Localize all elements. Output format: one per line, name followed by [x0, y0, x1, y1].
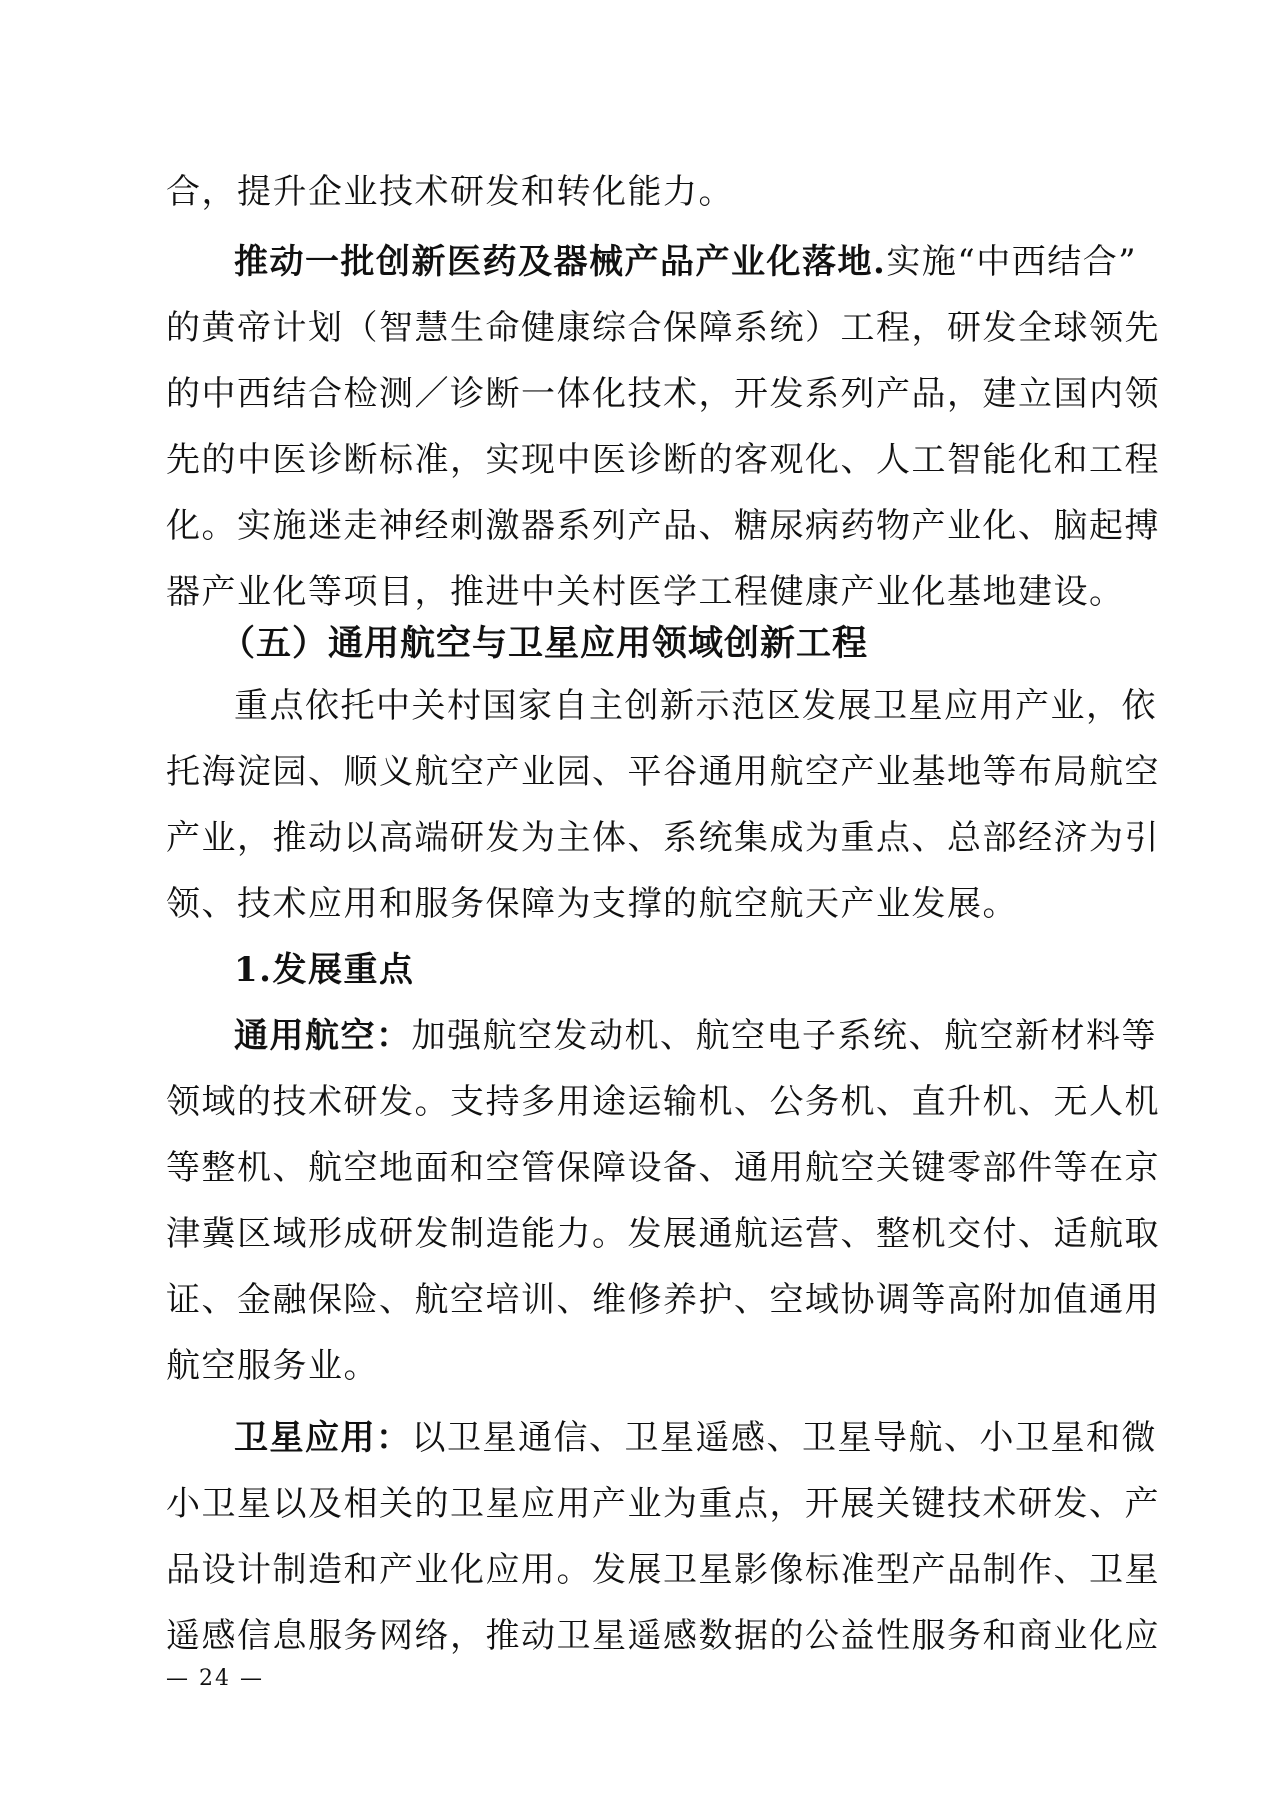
line-17-text: 津冀区域形成研发制造能力。发展通航运营、整机交付、适航取	[166, 1214, 1160, 1254]
general-aviation-label: 通用航空：	[234, 1016, 412, 1056]
line-15-text: 领域的技术研发。支持多用途运输机、公务机、直升机、无人机	[166, 1082, 1160, 1122]
section-heading-text: （五）通用航空与卫星应用领域创新工程	[220, 624, 869, 664]
text-line-11	[166, 818, 1160, 858]
text-line-12	[166, 884, 1018, 924]
line-11-text: 产业，推动以高端研发为主体、系统集成为重点、总部经济为引	[166, 818, 1160, 858]
text-line-15	[166, 1082, 1160, 1122]
text-line-21	[166, 1484, 1160, 1524]
line-14-text: 加强航空发动机、航空电子系统、航空新材料等	[411, 1016, 1157, 1056]
text-line-18	[166, 1280, 1160, 1320]
text-line-23	[166, 1616, 1160, 1656]
line-21-text: 小卫星以及相关的卫星应用产业为重点，开展关键技术研发、产	[166, 1484, 1160, 1524]
text-line-4	[166, 374, 1160, 414]
line-9-text: 重点依托中关村国家自主创新示范区发展卫星应用产业，依	[234, 686, 1157, 726]
line-23-text: 遥感信息服务网络，推动卫星遥感数据的公益性服务和商业化应	[166, 1616, 1160, 1656]
line-22-text: 品设计制造和产业化应用。发展卫星影像标准型产品制作、卫星	[166, 1550, 1160, 1590]
text-line-14	[234, 1016, 1157, 1056]
subsection-heading-text: 1.发展重点	[234, 950, 415, 990]
line-7-text: 器产业化等项目，推进中关村医学工程健康产业化基地建设。	[166, 572, 1125, 612]
line-1-text: 合，提升企业技术研发和转化能力。	[166, 172, 734, 212]
subsection-heading	[234, 950, 415, 990]
text-line-20	[234, 1418, 1157, 1458]
page-number: — 24 —	[166, 1666, 264, 1691]
line-6-text: 化。实施迷走神经刺激器系列产品、糖尿病药物产业化、脑起搏	[166, 506, 1160, 546]
text-line-17	[166, 1214, 1160, 1254]
line-12-text: 领、技术应用和服务保障为支撑的航空航天产业发展。	[166, 884, 1018, 924]
text-line-6	[166, 506, 1160, 546]
text-line-9	[234, 686, 1157, 726]
satellite-application-label: 卫星应用：	[234, 1418, 412, 1458]
line-10-text: 托海淀园、顺义航空产业园、平谷通用航空产业基地等布局航空	[166, 752, 1160, 792]
line-2-text: 实施“中西结合”	[886, 242, 1138, 282]
text-line-16	[166, 1148, 1160, 1188]
line-3-text: 的黄帝计划（智慧生命健康综合保障系统）工程，研发全球领先	[166, 308, 1160, 348]
text-line-2	[234, 242, 1137, 282]
section-heading	[220, 624, 868, 664]
text-line-3	[166, 308, 1160, 348]
text-line-19	[166, 1346, 379, 1386]
line-19-text: 航空服务业。	[166, 1346, 379, 1386]
text-line-22	[166, 1550, 1160, 1590]
text-line-1	[166, 172, 734, 212]
text-line-7	[166, 572, 1125, 612]
text-line-5	[166, 440, 1160, 480]
line-20-text: 以卫星通信、卫星遥感、卫星导航、小卫星和微	[411, 1418, 1157, 1458]
text-line-10	[166, 752, 1160, 792]
line-5-text: 先的中医诊断标准，实现中医诊断的客观化、人工智能化和工程	[166, 440, 1160, 480]
paragraph-lead-heading: 推动一批创新医药及器械产品产业化落地.	[234, 242, 887, 282]
line-16-text: 等整机、航空地面和空管保障设备、通用航空关键零部件等在京	[166, 1148, 1160, 1188]
line-4-text: 的中西结合检测／诊断一体化技术，开发系列产品，建立国内领	[166, 374, 1160, 414]
line-18-text: 证、金融保险、航空培训、维修养护、空域协调等高附加值通用	[166, 1280, 1160, 1320]
